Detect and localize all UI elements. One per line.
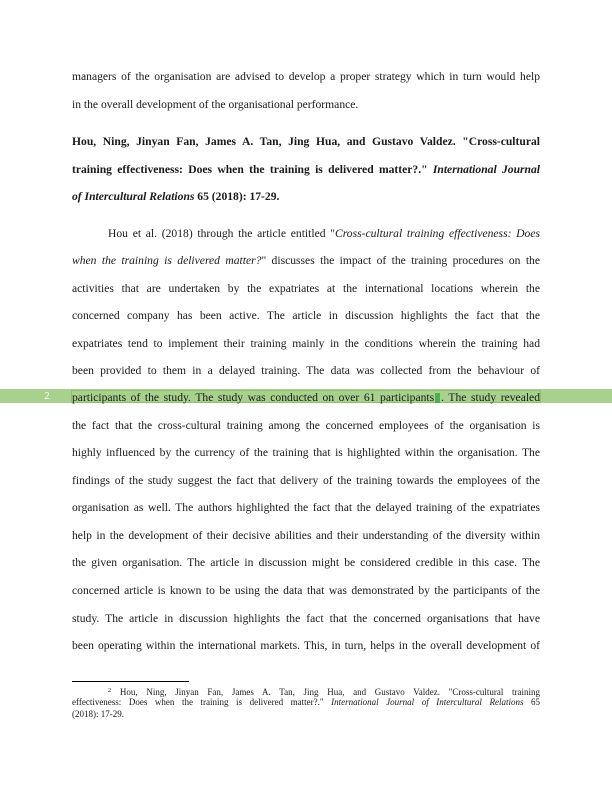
body-text-line: the given organisation. The article in discussion might be considered credible in this case. The (72, 556, 540, 569)
body-text-line: activities that are undertaken by the expatriates at the international locations wherein the (72, 282, 540, 295)
footnote-separator (72, 681, 189, 682)
body-text-line: the fact that the cross-cultural training among the concerned employees of the organisation is (72, 419, 540, 432)
reference-heading-line: of Intercultural Relations 65 (2018): 17-29. (72, 190, 280, 203)
body-text-line: concerned company has been active. The article in discussion highlights the fact that the (72, 309, 540, 322)
body-text-line: in the overall development of the organisational performance. (72, 98, 359, 111)
reference-heading-line: Hou, Ning, Jinyan Fan, James A. Tan, Jing Hua, and Gustavo Valdez. "Cross-cultural (72, 135, 540, 148)
body-text-line: when the training is delivered matter?" discusses the impact of the training procedures on the (72, 254, 541, 267)
body-text-line: findings of the study suggest the fact that delivery of the training towards the employees of the (72, 474, 540, 487)
journal-title: of Intercultural Relations (72, 190, 195, 203)
footnote-line: effectiveness: Does when the training is delivered matter?." International Journal of Intercultural Relations 65 (72, 697, 541, 707)
footnote-number: 2 (108, 687, 112, 694)
page-number: 2 (44, 390, 50, 402)
body-text-line: organisation as well. The authors highlighted the fact that the delayed training of the expatriates (72, 501, 540, 514)
journal-title: International Journal (432, 163, 540, 176)
body-text-line: help in the development of their decisive abilities and their understanding of the diversity within (72, 529, 540, 542)
body-text-line: expatriates tend to implement their training mainly in the conditions wherein the training had (72, 337, 540, 350)
reference-heading-line: training effectiveness: Does when the training is delivered matter?." International Journal (72, 163, 540, 176)
journal-title: International Journal of Intercultural Relations (331, 697, 524, 707)
article-title: Cross-cultural training effectiveness: Does (334, 227, 540, 240)
footnote-line: $^2$ Hou, Ning, Jinyan Fan, James A. Tan, Jing Hua, and Gustavo Valdez. "Cross-cultural training (108, 687, 540, 697)
body-text-line: been provided to them in a delayed training. The data was collected from the behaviour of (72, 364, 540, 377)
body-text-line: study. The article in discussion highlights the fact that the concerned organisations that have (72, 612, 540, 625)
footnote-reference-marker[interactable] (435, 393, 440, 403)
article-title: when the training is delivered matter? (72, 254, 262, 267)
body-text-line: highly influenced by the currency of the training that is highlighted within the organisation. The (72, 446, 540, 459)
body-text-line: Hou et al. (2018) through the article entitled "Cross-cultural training effectiveness: Does (108, 227, 540, 240)
footnote-line: (2018): 17-29. (72, 709, 124, 719)
body-text-line: been operating within the international markets. This, in turn, helps in the overall development of (72, 639, 540, 652)
body-text-line: participants of the study. The study was conducted on over 61 participants . The study revealed (72, 391, 541, 404)
body-text-line: concerned article is known to be using the data that was demonstrated by the participants of the (72, 584, 540, 597)
body-text-line: managers of the organisation are advised to develop a proper strategy which in turn would help (72, 70, 540, 83)
